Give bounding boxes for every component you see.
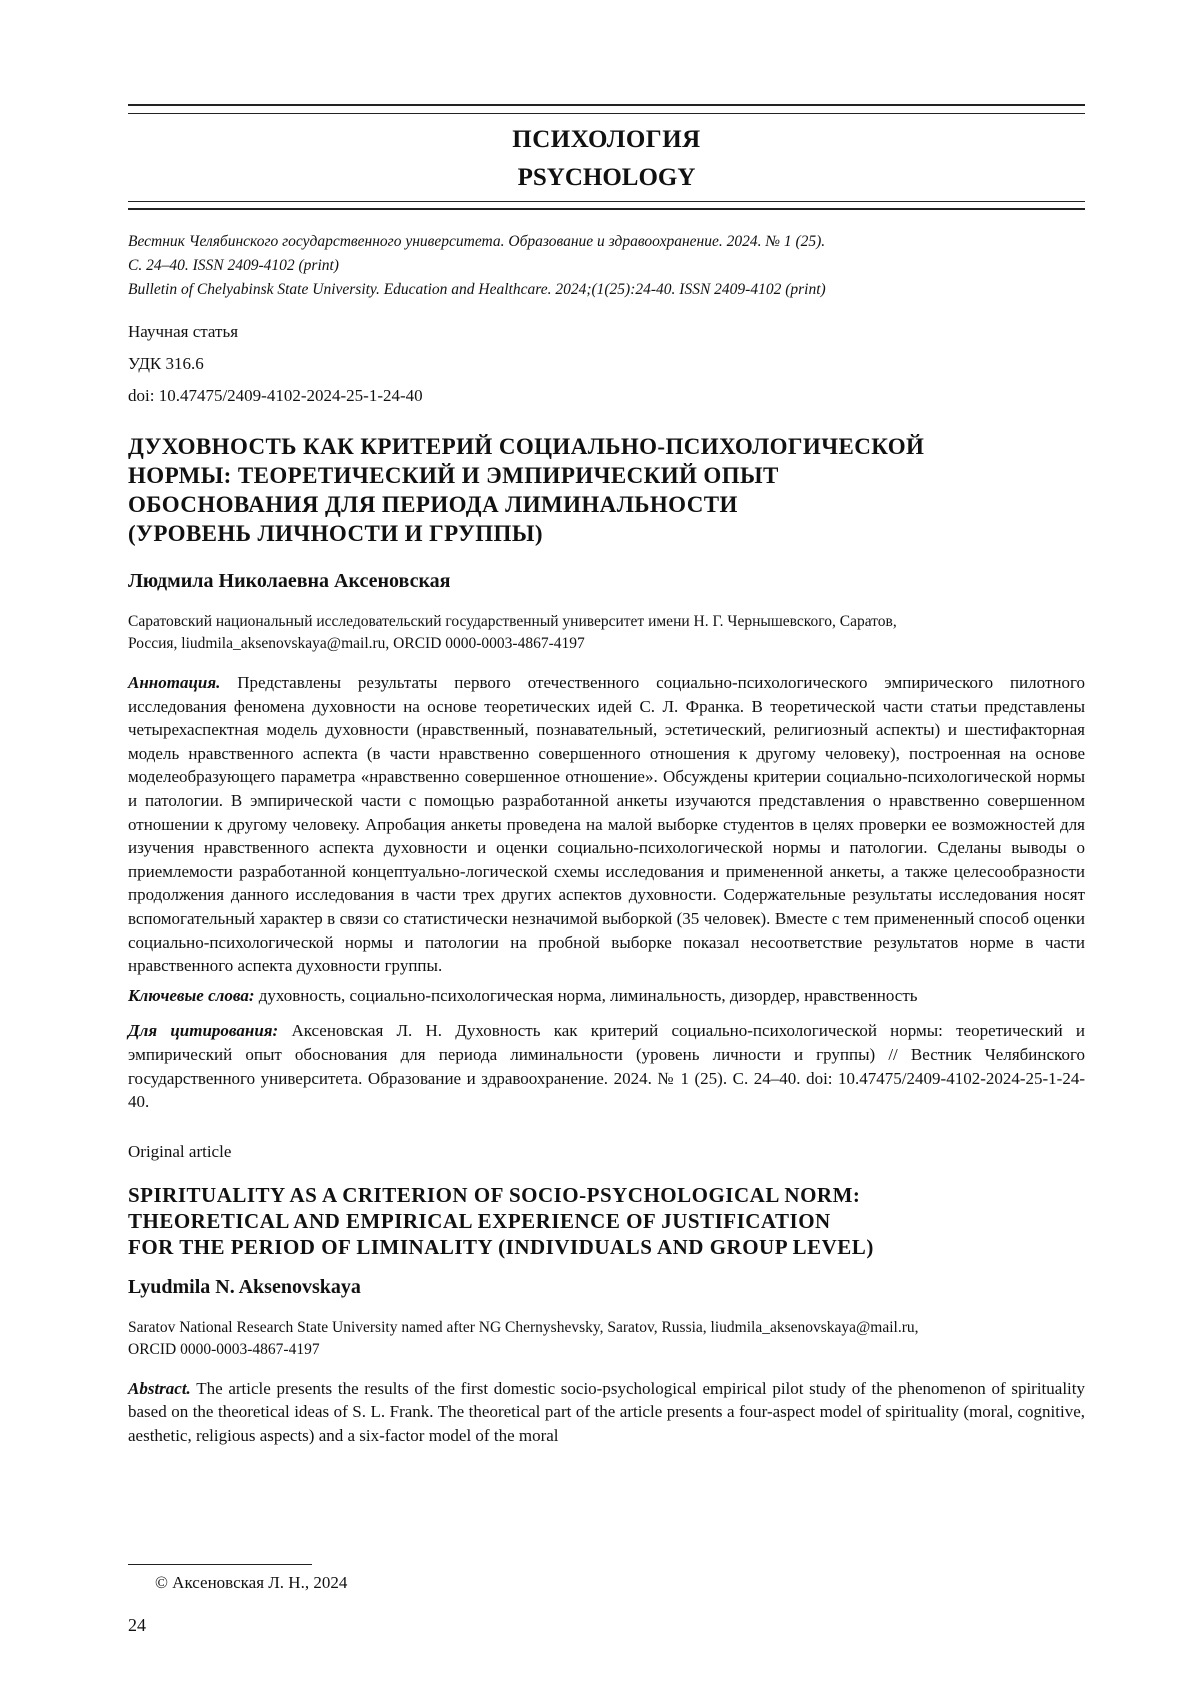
article-type: Научная статья (128, 322, 239, 341)
title-line: ДУХОВНОСТЬ КАК КРИТЕРИЙ СОЦИАЛЬНО-ПСИХОЛОГИЧЕСКОЙ (128, 434, 925, 459)
citation-label: Для цитирования: (128, 1021, 279, 1041)
abstract-label: Abstract. (128, 1378, 191, 1398)
title-line: НОРМЫ: ТЕОРЕТИЧЕСКИЙ И ЭМПИРИЧЕСКИЙ ОПЫТ (128, 463, 779, 488)
author-name-ru: Людмила Николаевна Аксеновская (128, 570, 451, 592)
section-title-ru: ПСИХОЛОГИЯ (512, 126, 701, 153)
header-rule-top (128, 104, 1085, 114)
journal-line: Bulletin of Chelyabinsk State University. Education and Healthcare. 2024;(1(25):24-40. ISSN 2409-4102 (print) (128, 281, 826, 298)
affiliation-en (128, 1317, 1085, 1361)
abstract-text: The article presents the results of the first domestic socio-psychological empirical pilot study of the phenomenon of spirituality based on the theoretical ideas of S. L. Frank. The theoretical part of the article presents a four-aspect model of spirituality (moral, cognitive, aesthetic, religious aspects) and a six-factor model of the moral (128, 1378, 1085, 1445)
abstract-en (128, 1377, 1085, 1448)
title-line: (УРОВЕНЬ ЛИЧНОСТИ И ГРУППЫ) (128, 521, 543, 546)
keywords-ru (128, 984, 1085, 1008)
citation-ru (128, 1019, 1085, 1113)
footnote-rule (128, 1564, 312, 1565)
article-meta (128, 316, 1085, 412)
section-title-en: PSYCHOLOGY (517, 164, 696, 191)
affiliation-ru (128, 611, 1085, 655)
original-article-label: Original article (128, 1141, 232, 1161)
title-line: ОБОСНОВАНИЯ ДЛЯ ПЕРИОДА ЛИМИНАЛЬНОСТИ (128, 492, 738, 517)
affiliation-line: Saratov National Research State University named after NG Chernyshevsky, Saratov, Russia, liudmila_aksenovskaya@mail.ru, (128, 1318, 919, 1336)
title-line: SPIRITUALITY AS A CRITERION OF SOCIO-PSYCHOLOGICAL NORM: (128, 1182, 861, 1207)
article-title-en (128, 1182, 1085, 1260)
abstract-label: Аннотация. (128, 673, 221, 692)
udc-code: УДК 316.6 (128, 354, 204, 373)
title-line: FOR THE PERIOD OF LIMINALITY (INDIVIDUALS AND GROUP LEVEL) (128, 1234, 874, 1259)
abstract-text: Представлены результаты первого отечественного социально-психологического эмпирического пилотного исследования феномена духовности на основе теоретических идей С. Л. Франка. В теоретической части статьи представлены четырехаспектная модель духовности (нравственный, познавательный, эстетический, религиозный аспекты) и шестифакторная модель нравственного аспекта (в части нравственно совершенного отношения к другому человеку), построенная на основе моделеобразующего параметра «нравственно совершенное отношение». Обсуждены критерии социально-психологической нормы и патологии. В эмпирической части с помощью разработанной анкеты изучаются представления о нравственно совершенном отношении к другому человеку. Апробация анкеты проведена на малой выборке студентов в целях проверки ее возможностей для изучения нравственного аспекта духовности и оценки социально-психологической нормы и патологии. Сделаны выводы о приемлемости разработанной концептуально-логической схемы исследования и примененной анкеты, а также целесообразности продолжения данного исследования в части трех других аспектов духовности. Содержательные результаты исследования носят вспомогательный характер в связи со статистически незначимой выборкой (35 человек). Вместе с тем примененный способ оценки социально-психологической нормы и патологии на пробной выборке показал несоответствие результатов норме в части нравственного аспекта духовности группы. (128, 673, 1085, 976)
keywords-label: Ключевые слова: (128, 985, 255, 1005)
affiliation-line: Саратовский национальный исследовательский государственный университет имени Н. Г. Чернышевского, Саратов, (128, 613, 897, 630)
page-content (128, 104, 1085, 1447)
journal-info (128, 230, 1085, 302)
article-title-ru (128, 432, 1085, 548)
copyright-footnote: © Аксеновская Л. Н., 2024 (155, 1573, 348, 1592)
affiliation-line: Россия, liudmila_aksenovskaya@mail.ru, ORCID 0000-0003-4867-4197 (128, 635, 585, 652)
abstract-ru (128, 671, 1085, 978)
keywords-text: духовность, социально-психологическая норма, лиминальность, дизордер, нравственность (258, 985, 918, 1005)
author-name-en: Lyudmila N. Aksenovskaya (128, 1275, 361, 1298)
page-number: 24 (128, 1615, 146, 1635)
journal-line: С. 24–40. ISSN 2409-4102 (print) (128, 257, 339, 274)
header-rule-bottom (128, 201, 1085, 210)
doi: doi: 10.47475/2409-4102-2024-25-1-24-40 (128, 386, 423, 405)
title-line: THEORETICAL AND EMPIRICAL EXPERIENCE OF JUSTIFICATION (128, 1208, 831, 1233)
citation-text: Аксеновская Л. Н. Духовность как критерий социально-психологической нормы: теоретический и эмпирический опыт обоснования для периода лиминальности (уровень личности и группы) // Вестник Челябинского государственного университета. Образование и здравоохранение. 2024. № 1 (25). С. 24–40. doi: 10.47475/2409-4102-2024-25-1-24-40. (128, 1021, 1085, 1112)
affiliation-line: ORCID 0000-0003-4867-4197 (128, 1340, 320, 1358)
journal-line: Вестник Челябинского государственного университета. Образование и здравоохранение. 2024. № 1 (25). (128, 233, 826, 250)
